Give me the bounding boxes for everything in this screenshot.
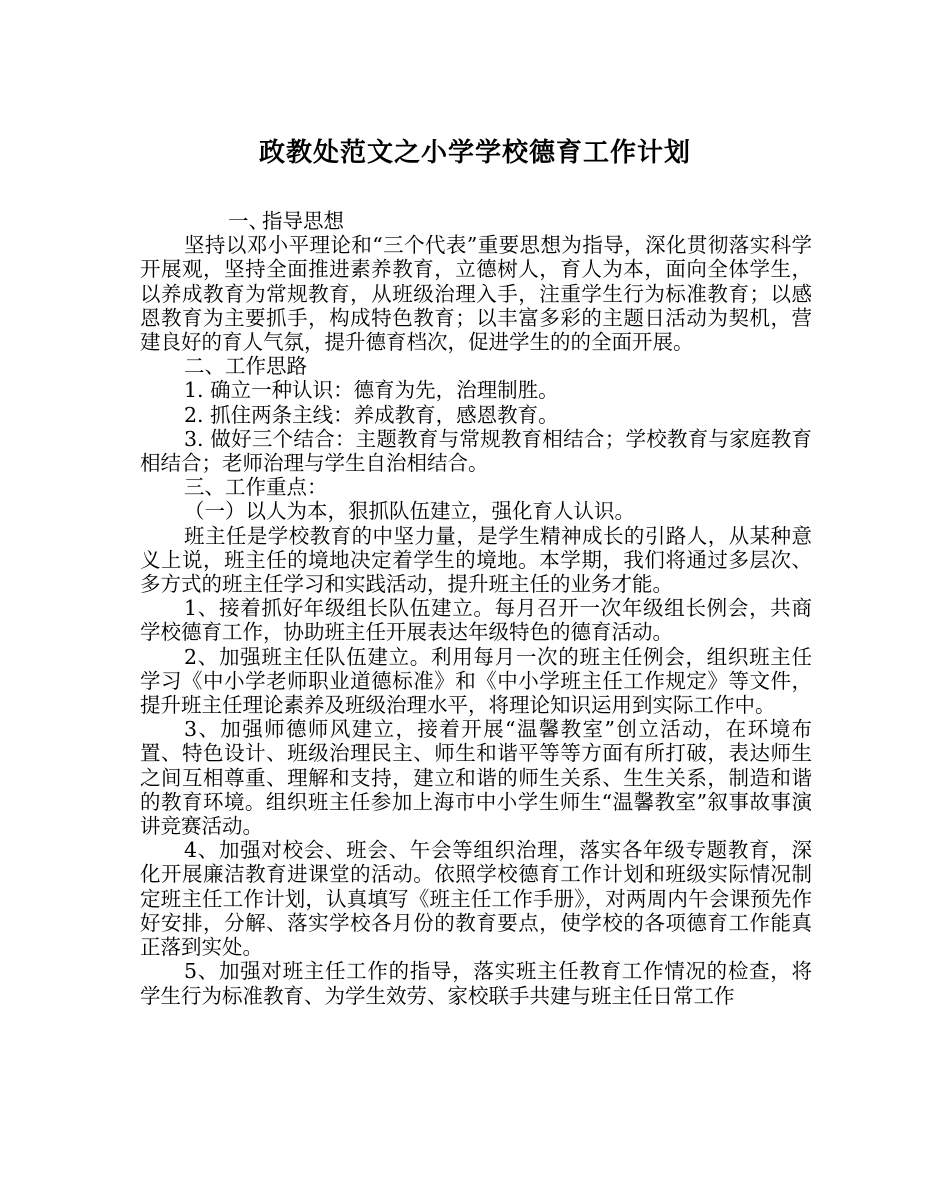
- list-item: 3. 做好三个结合：主题教育与常规教育相结合；学校教育与家庭教育相结合；老师治理与学生自治相结合。: [140, 426, 812, 476]
- section-heading-2: 二、工作思路: [184, 354, 307, 379]
- document-body: [140, 209, 812, 1008]
- list-item: 2. 抓住两条主线：养成教育，感恩教育。: [184, 402, 559, 427]
- section-heading-3: 三、工作重点：: [184, 475, 328, 500]
- list-item: 1. 确立一种认识：德育为先，治理制胜。: [184, 378, 559, 403]
- subsection-heading: （一）以人为本，狠抓队伍建立，强化育人认识。: [184, 499, 635, 524]
- section-heading-1: [140, 209, 812, 233]
- list-item: 4、加强对校会、班会、午会等组织治理，落实各年级专题教育，深化开展廉洁教育进课堂的活动。依照学校德育工作计划和班级实际情况制定班主任工作计划，认真填写《班主任工作手册》，对两周内午会课预先作好安排，分解、落实学校各月份的教育要点，使学校的各项德育工作能真正落到实处。: [140, 838, 812, 960]
- list-item: 2、加强班主任队伍建立。利用每月一次的班主任例会，组织班主任学习《中小学老师职业道德标准》和《中小学班主任工作规定》等文件，提升班主任理论素养及班级治理水平，将理论知识运用到实际工作中。: [140, 644, 812, 718]
- paragraph: 班主任是学校教育的中坚力量，是学生精神成长的引路人，从某种意义上说，班主任的境地决定着学生的境地。本学期，我们将通过多层次、多方式的班主任学习和实践活动，提升班主任的业务才能。: [140, 523, 812, 597]
- list-item: 1、接着抓好年级组长队伍建立。每月召开一次年级组长例会，共商学校德育工作，协助班主任开展表达年级特色的德育活动。: [140, 596, 812, 645]
- list-item: 3、加强师德师风建立，接着开展“温馨教室”创立活动，在环境布置、特色设计、班级治理民主、师生和谐平等等方面有所打破，表达师生之间互相尊重、理解和支持，建立和谐的师生关系、生生关系，制造和谐的教育环境。组织班主任参加上海市中小学生师生“温馨教室”叙事故事演讲竞赛活动。: [140, 717, 812, 839]
- paragraph: 坚持以邓小平理论和“三个代表”重要思想为指导，深化贯彻落实科学开展观，坚持全面推进素养教育，立德树人，育人为本，面向全体学生，以养成教育为常规教育，从班级治理入手，注重学生行为标准教育；以感恩教育为主要抓手，构成特色教育；以丰富多彩的主题日活动为契机，营建良好的育人气氛，提升德育档次，促进学生的的全面开展。: [140, 233, 812, 355]
- document-title: 政教处范文之小学学校德育工作计划: [258, 138, 691, 168]
- list-item: 5、加强对班主任工作的指导，落实班主任教育工作情况的检查，将学生行为标准教育、为学生效劳、家校联手共建与班主任日常工作: [140, 959, 812, 1008]
- section-number: 一、: [228, 209, 269, 233]
- section-heading-text: 指导思想: [262, 209, 344, 233]
